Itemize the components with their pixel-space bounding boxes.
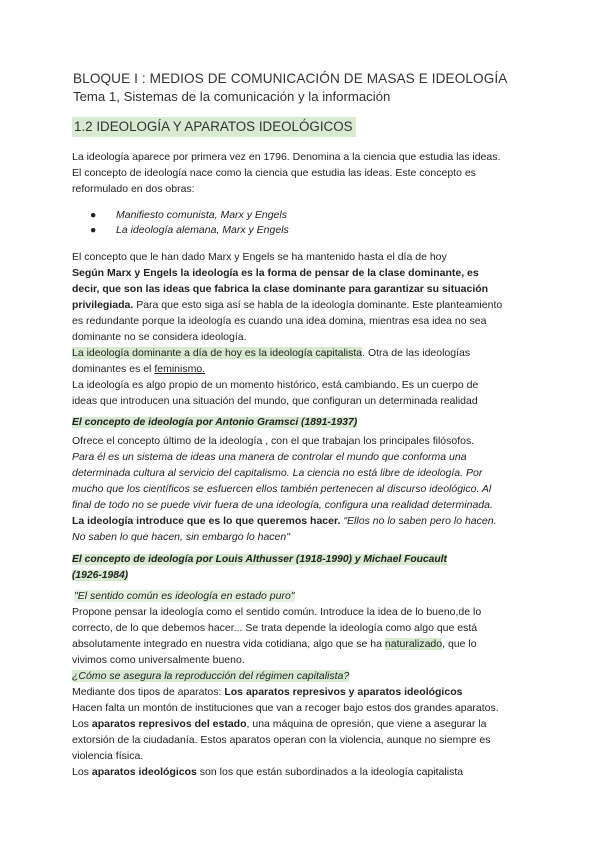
gramsci-quote-5: "Ellos no lo saben pero lo hacen.: [340, 515, 497, 527]
bullet-icon: ●: [90, 209, 97, 221]
gramsci-italic-2: determinada cultura al servicio del capitalismo. La ciencia no está libre de ideología. Por: [72, 467, 483, 479]
gramsci-italic-1: Para él es un sistema de ideas una manera de controlar el mundo que conforma una: [72, 451, 467, 463]
work-title-2: La ideología alemana, Marx y Engels: [116, 224, 289, 236]
althusser-line-10a: Los: [72, 766, 92, 778]
gramsci-line-5: [72, 513, 497, 530]
althusser-line-7a: Los: [72, 718, 92, 730]
bullet-item-2: [90, 222, 289, 239]
althusser-line-10c: son los que están subordinados a la ideología capitalista: [196, 766, 464, 778]
highlight-capitalist-ideology: La ideología dominante a día de hoy es la ideología capitalista: [72, 347, 363, 359]
common-sense-quote-text: "El sentido común es ideología en estado puro": [74, 590, 295, 602]
marx-line-4: es redundante porque la ideología es cuando una idea domina, mientras esa idea no sea: [72, 315, 487, 327]
topic-title: Tema 1, Sistemas de la comunicación y la información: [73, 89, 391, 104]
gramsci-line-1: Ofrece el concepto último de la ideología , con el que trabajan los principales filósofos.: [72, 435, 475, 447]
capitalism-question-text: ¿Cómo se asegura la reproducción del régimen capitalista?: [72, 670, 350, 682]
intro-line-1: La ideología aparece por primera vez en 1796. Denomina a la ciencia que estudia las ideas.: [72, 151, 501, 163]
marx-bold-1: Según Marx y Engels la ideología es la forma de pensar de la clase dominante, es: [72, 267, 479, 279]
marx-line-5: dominante no se considera ideología.: [72, 331, 247, 343]
marx-line-7: [72, 361, 205, 378]
althusser-heading-1: [72, 552, 447, 568]
althusser-line-8: extorsión de la ciudadanía. Estos aparatos operan con la violencia, aunque no siempre es: [72, 734, 491, 746]
althusser-line-2: correcto, de lo que debemos hacer... Se trata depende la ideología como algo que está: [72, 622, 478, 634]
althusser-heading-text-2: (1926-1984): [72, 570, 129, 581]
marx-line-6: [72, 345, 470, 362]
marx-line-1: El concepto que le han dado Marx y Engels se ha mantenido hasta el día de hoy: [72, 251, 447, 263]
althusser-line-5b: Los aparatos represivos y aparatos ideológicos: [224, 686, 463, 698]
althusser-line-3: [72, 636, 477, 653]
althusser-heading-2: [72, 568, 128, 584]
intro-line-3: reformulado en dos obras:: [72, 183, 195, 195]
feminism-link[interactable]: feminismo.: [154, 363, 206, 375]
marx-line-3: [72, 297, 502, 314]
gramsci-italic-6: No saben lo que hacen, sin embargo lo hacen": [72, 531, 290, 543]
althusser-line-9: violencia física.: [72, 750, 144, 762]
gramsci-italic-3: mucho que los científicos se esfuercen ellos también pertenecen al discurso ideológico. Al: [72, 483, 492, 495]
althusser-line-3b: , que lo: [442, 638, 477, 650]
althusser-line-7c: , una máquina de opresión, que viene a asegurar la: [246, 718, 487, 730]
gramsci-italic-4: final de todo no se puede vivir fuera de una ideología, configura una realidad determinada.: [72, 499, 493, 511]
marx-line-7-text: dominantes es el: [72, 363, 155, 375]
marx-line-9: ideas que introducen una situación del mundo, que configuran un determinada realidad: [72, 395, 478, 407]
marx-line-8: La ideología es algo propio de un momento histórico, está cambiando. Es un cuerpo de: [72, 379, 479, 391]
althusser-line-10: [72, 764, 463, 781]
marx-rest-6: . Otra de las ideologías: [362, 347, 471, 359]
highlight-naturalizado: naturalizado: [384, 638, 443, 650]
bullet-icon: ●: [90, 224, 97, 236]
gramsci-bold-5: La ideología introduce que es lo que queremos hacer.: [72, 515, 341, 527]
althusser-line-6: Hacen falta un montón de instituciones que van a recoger bajo estos dos grandes aparatos.: [72, 702, 499, 714]
althusser-line-1: Propone pensar la ideología como el sentido común. Introduce la idea de lo bueno,de lo: [72, 606, 482, 618]
section-title: 1.2 IDEOLOGÍA Y APARATOS IDEOLÓGICOS: [72, 117, 356, 137]
capitalism-question: [72, 668, 349, 685]
work-title-1: Manifiesto comunista, Marx y Engels: [116, 209, 287, 221]
althusser-line-5a: Mediante dos tipos de aparatos:: [72, 686, 225, 698]
althusser-line-7b: aparatos represivos del estado: [91, 718, 247, 730]
althusser-line-4: vivimos como universalmente bueno.: [72, 654, 245, 666]
marx-rest-3: Para que esto siga así se habla de la ideología dominante. Este planteamiento: [133, 299, 503, 311]
gramsci-heading: [72, 416, 357, 430]
althusser-line-3a: absolutamente integrado en nuestra vida cotidiana, algo que se ha: [72, 638, 385, 650]
intro-line-2: El concepto de ideología nace como la ciencia que estudia las ideas. Este concepto es: [72, 167, 476, 179]
marx-bold-3: privilegiada.: [72, 299, 134, 311]
althusser-heading-text-1: El concepto de ideología por Louis Althusser (1918-1990) y Michael Foucault: [72, 554, 447, 565]
althusser-line-7: [72, 716, 486, 733]
althusser-line-5: [72, 684, 462, 701]
block-title: BLOQUE I : MEDIOS DE COMUNICACIÓN DE MASAS E IDEOLOGÍA: [73, 71, 508, 86]
common-sense-quote: [74, 588, 295, 605]
marx-bold-2: decir, que son las ideas que fabrica la clase dominante para garantizar su situación: [72, 283, 489, 295]
gramsci-heading-text: El concepto de ideología por Antonio Gramsci (1891-1937): [72, 417, 358, 428]
althusser-line-10b: aparatos ideológicos: [91, 766, 197, 778]
